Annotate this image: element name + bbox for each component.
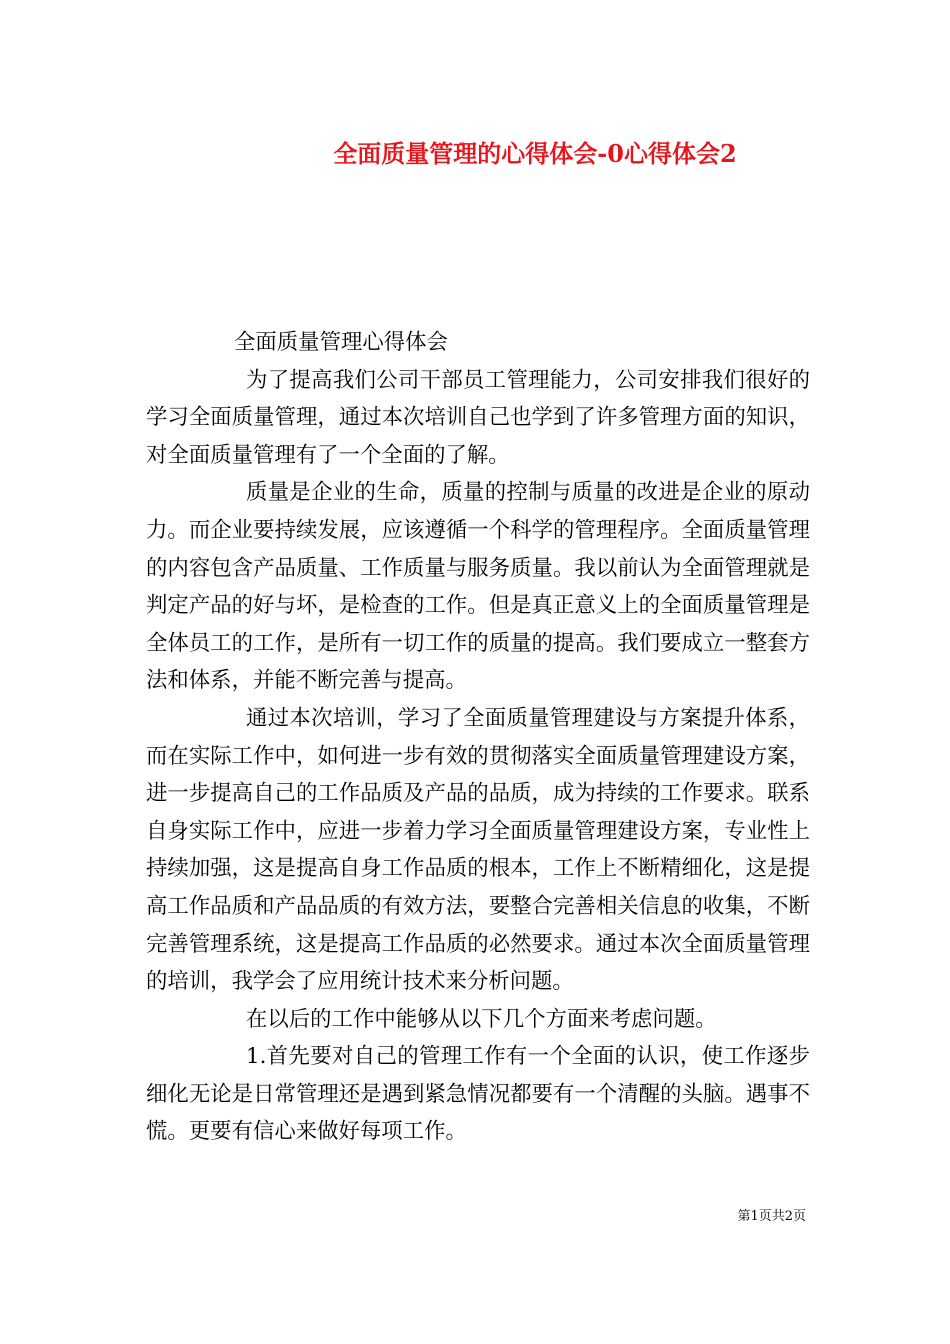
document-body [146, 324, 810, 1151]
document-subtitle: 全面质量管理心得体会 [234, 330, 448, 355]
paragraph-4: 在以后的工作中能够从以下几个方面来考虑问题。 [246, 1006, 717, 1032]
page-footer: 第1页共2页 [737, 1209, 806, 1224]
paragraph-3: 通过本次培训，学习了全面质量管理建设与方案提升体系，而在实际工作中，如何进一步有效的贯彻落实全面质量管理建设方案，进一步提高自己的工作品质及产品的品质，成为持续的工作要求。联系自身实际工作中，应进一步着力学习全面质量管理建设方案，专业性上持续加强，这是提高自身工作品质的根本，工作上不断精细化，这是提高工作品质和产品品质的有效方法，要整合完善相关信息的收集，不断完善管理系统，这是提高工作品质的必然要求。通过本次全面质量管理的培训，我学会了应用统计技术来分析问题。 [146, 705, 810, 995]
document-title: 全面质量管理的心得体会-0心得体会2 [333, 139, 737, 168]
paragraph-5: 1.首先要对自己的管理工作有一个全面的认识，使工作逐步细化无论是日常管理还是遇到紧急情况都要有一个清醒的头脑。遇事不慌。更要有信心来做好每项工作。 [146, 1044, 810, 1145]
paragraph-1: 为了提高我们公司干部员工管理能力，公司安排我们很好的学习全面质量管理，通过本次培训自己也学到了许多管理方面的知识，对全面质量管理有了一个全面的了解。 [146, 367, 810, 468]
paragraph-2: 质量是企业的生命，质量的控制与质量的改进是企业的原动力。而企业要持续发展，应该遵循一个科学的管理程序。全面质量管理的内容包含产品质量、工作质量与服务质量。我以前认为全面管理就是判定产品的好与坏，是检查的工作。但是真正意义上的全面质量管理是全体员工的工作，是所有一切工作的质量的提高。我们要成立一整套方法和体系，并能不断完善与提高。 [146, 480, 810, 694]
